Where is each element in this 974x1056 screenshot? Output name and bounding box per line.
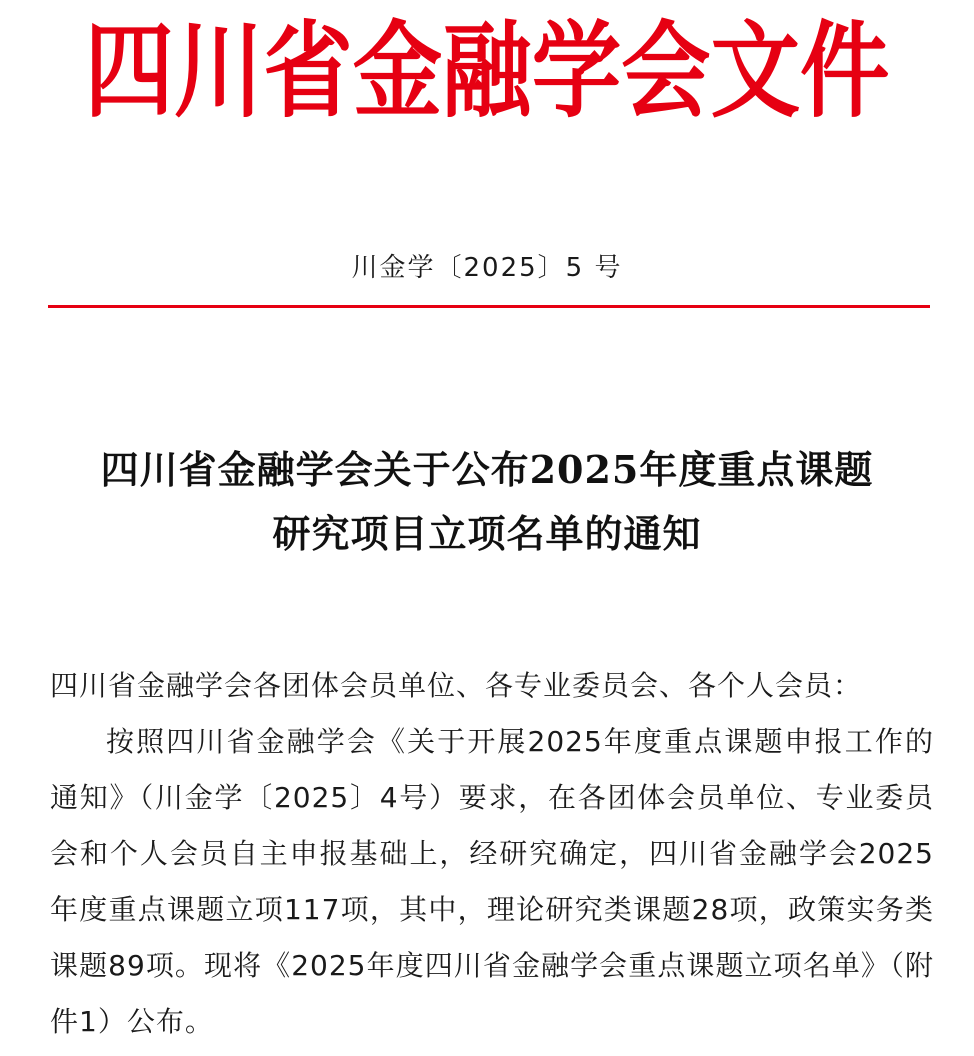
notice-title-line-1: 四川省金融学会关于公布2025年度重点课题 <box>100 447 874 492</box>
document-number: 川金学〔2025〕5 号 <box>351 253 623 283</box>
notice-body <box>50 658 934 1050</box>
notice-title <box>40 438 934 566</box>
body-paragraph: 按照四川省金融学会《关于开展2025年度重点课题申报工作的通知》（川金学〔2025〕4号）要求，在各团体会员单位、专业委员会和个人会员自主申报基础上，经研究确定，四川省金融学会2025年度重点课题立项117项，其中，理论研究类课题28项，政策实务类课题89项。现将《2025年度四川省金融学会重点课题立项名单》（附件1）公布。 <box>50 725 934 1038</box>
salutation: 四川省金融学会各团体会员单位、各专业委员会、各个人会员： <box>50 669 863 702</box>
masthead-title: 四川省金融学会文件 <box>84 9 890 132</box>
notice-title-line-2: 研究项目立项名单的通知 <box>272 511 702 556</box>
red-divider-line <box>48 305 930 308</box>
